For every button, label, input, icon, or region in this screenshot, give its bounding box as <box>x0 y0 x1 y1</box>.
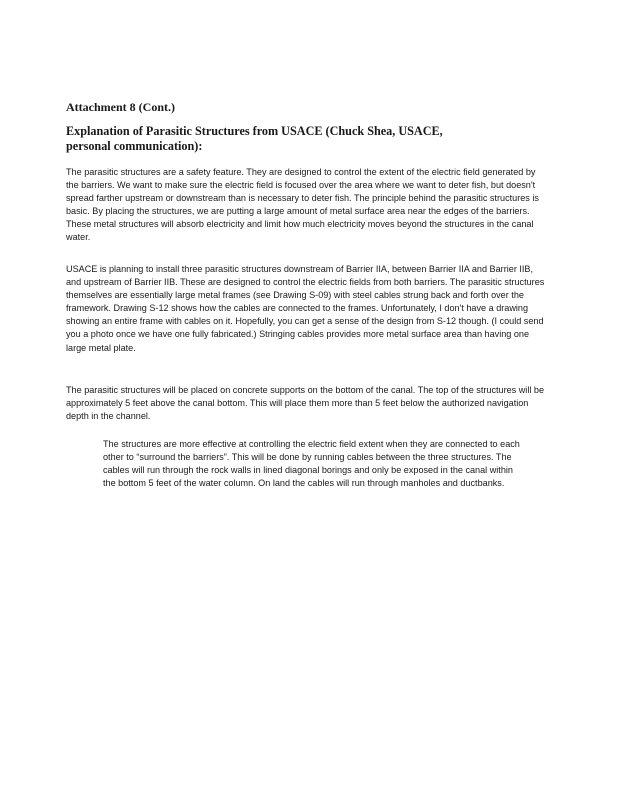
installation-plan-paragraph: USACE is planning to install three parasitic structures downstream of Barrier IIA, between Barrier IIA and Barrier IIB, and upstream of Barrier IIB. These are designed to control the electric fields from both barriers. The parasitic structures themselves are essentially large metal frames (see Drawing S-09) with steel cables strung back and forth over the framework. Drawing S-12 shows how the cables are connected to the frames. Unfortunately, I don't have a drawing showing an entire frame with cables on it. Hopefully, you can get a sense of the design from S-12 though. (I could send you a photo once we have one fully fabricated.) Stringing cables provides more metal surface area than having one large metal plate. <box>66 264 545 353</box>
explanation-subheading: Explanation of Parasitic Structures from USACE (Chuck Shea, USACE, personal communication): <box>66 124 443 153</box>
cable-connection-paragraph: The structures are more effective at controlling the electric field extent when they are connected to each other to “surround the barriers”. This will be done by running cables between the three structures. The cables will run through the rock walls in lined diagonal borings and only be exposed in the canal within the bottom 5 feet of the water column. On land the cables will run through manholes and ductbanks. <box>103 439 520 489</box>
placement-paragraph: The parasitic structures will be placed on concrete supports on the bottom of the canal. The top of the structures will be approximately 5 feet above the canal bottom. This will place them more than 5 feet below the authorized navigation depth in the channel. <box>66 385 545 422</box>
attachment-heading: Attachment 8 (Cont.) <box>66 100 175 114</box>
safety-feature-paragraph: The parasitic structures are a safety feature. They are designed to control the extent of the electric field generated by the barriers. We want to make sure the electric field is focused over the area where we want to deter fish, but doesn't spread farther upstream or downstream than is necessary to deter fish. The principle behind the parasitic structures is basic. By placing the structures, we are putting a large amount of metal surface area near the edges of the barriers. These metal structures will absorb electricity and limit how much electricity moves beyond the structures in the canal water. <box>66 167 539 243</box>
